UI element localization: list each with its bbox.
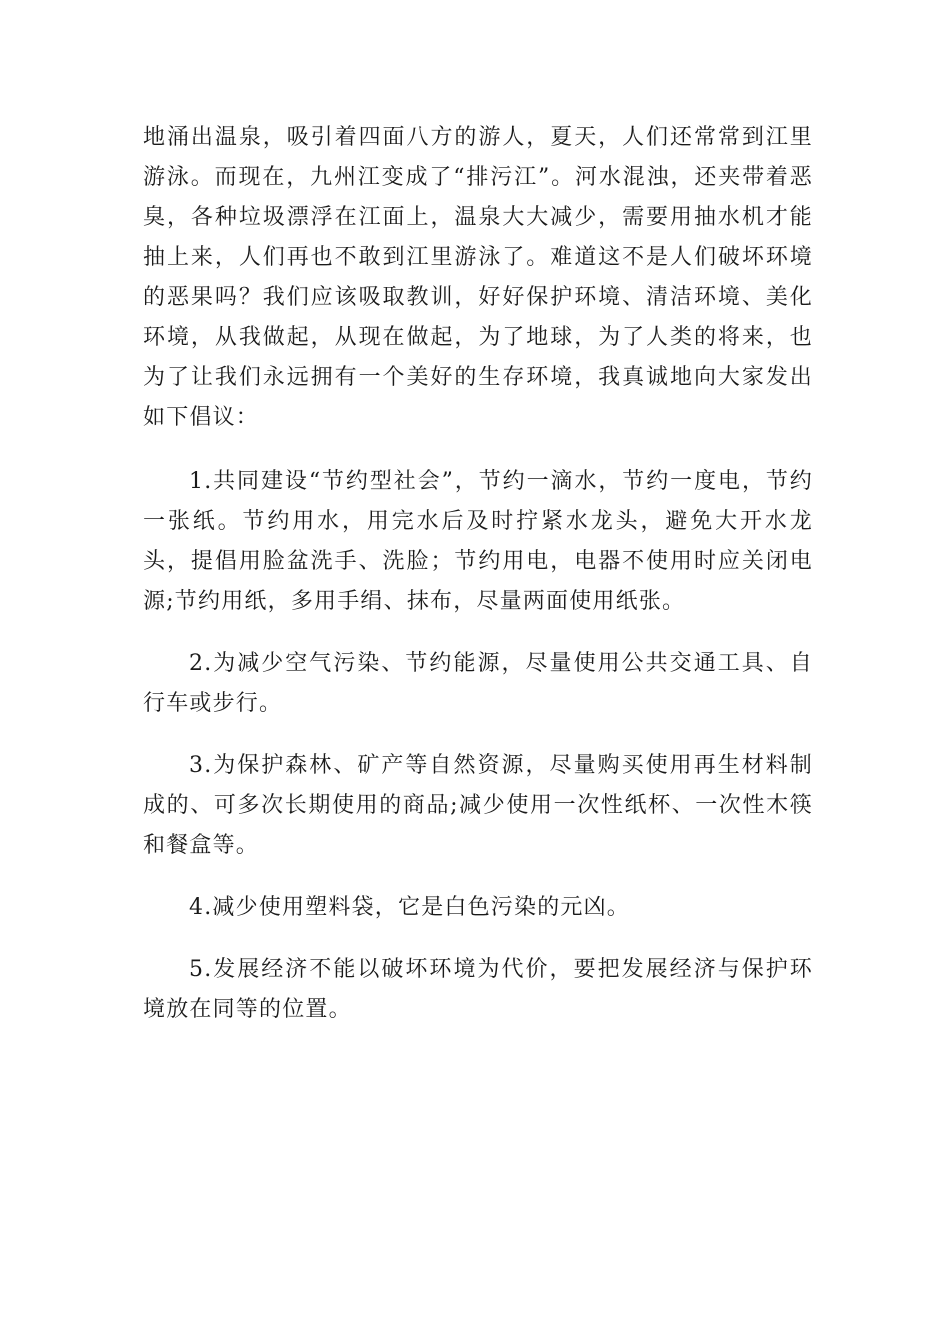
proposal-item-4: 4.减少使用塑料袋，它是白色污染的元凶。 — [189, 895, 630, 920]
intro-paragraph: 地涌出温泉，吸引着四面八方的游人，夏天，人们还常常到江里游泳。而现在，九州江变成了“排污江”。河水混浊，还夹带着恶臭，各种垃圾漂浮在江面上，温泉大大减少，需要用抽水机才能抽上来，人们再也不敢到江里游泳了。难道这不是人们破坏环境的恶果吗？我们应该吸取教训，好好保护环境、清洁环境、美化环境，从我做起，从现在做起，为了地球，为了人类的将来，也为了让我们永远拥有一个美好的生存环境，我真诚地向大家发出如下倡议： — [143, 125, 813, 430]
document-body — [143, 118, 813, 1052]
proposal-item-5: 5.发展经济不能以破坏环境为代价，要把发展经济与保护环境放在同等的位置。 — [143, 957, 813, 1022]
proposal-item-3: 3.为保护森林、矿产等自然资源，尽量购买使用再生材料制成的、可多次长期使用的商品;减少使用一次性纸杯、一次性木筷和餐盒等。 — [143, 753, 813, 858]
proposal-item-2: 2.为减少空气污染、节约能源，尽量使用公共交通工具、自行车或步行。 — [143, 651, 813, 716]
proposal-item-1: 1.共同建设“节约型社会”，节约一滴水，节约一度电，节约一张纸。节约用水，用完水后及时拧紧水龙头，避免大开水龙头，提倡用脸盆洗手、洗脸；节约用电，电器不使用时应关闭电源;节约用纸，多用手绢、抹布，尽量两面使用纸张。 — [143, 469, 813, 614]
